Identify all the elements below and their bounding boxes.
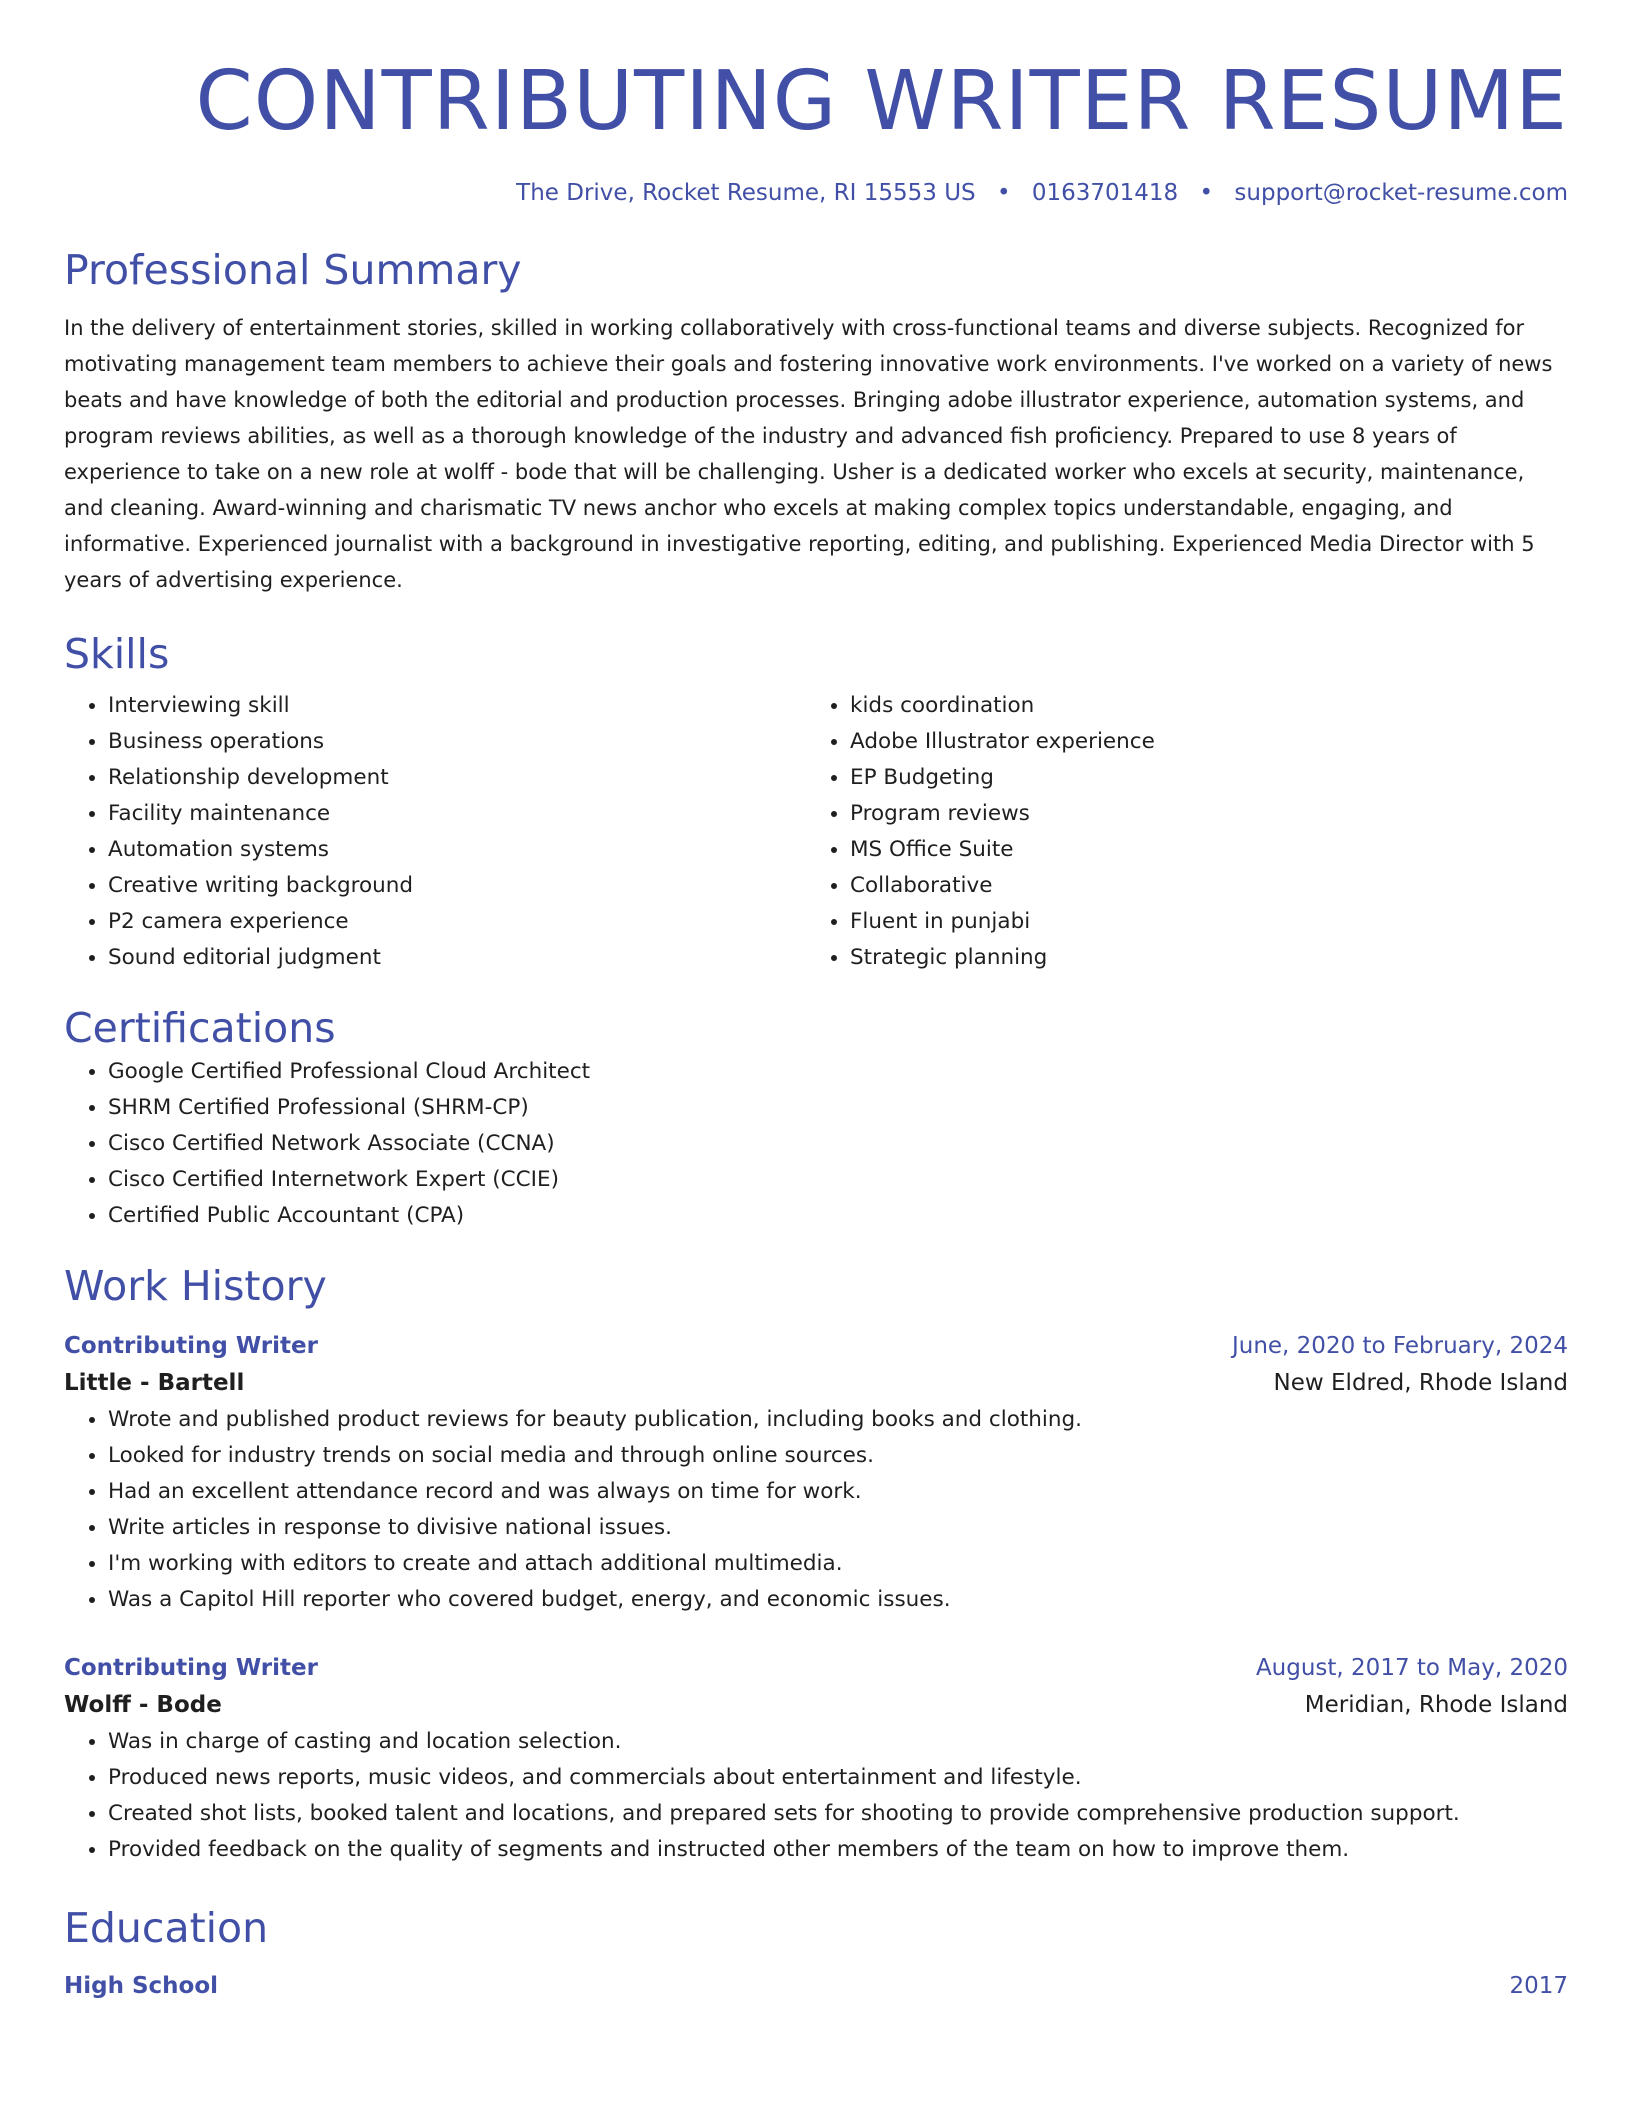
- certification-item: • Certified Public Accountant (CPA): [108, 1198, 1568, 1234]
- certifications-section: [64, 1002, 1568, 1234]
- job-duty: • Write articles in response to divisive national issues.: [108, 1510, 1568, 1546]
- skills-list-left: [64, 688, 806, 976]
- job-duty: • Looked for industry trends on social media and through online sources.: [108, 1438, 1568, 1474]
- skills-heading: Skills: [64, 630, 170, 678]
- education-section: [64, 1902, 1568, 2004]
- job-duties-list: [64, 1402, 1568, 1618]
- certifications-list: [64, 1054, 1568, 1234]
- skills-column-right: [806, 688, 1548, 976]
- certification-item: • Google Certified Professional Cloud Architect: [108, 1054, 1568, 1090]
- skill-item: • Adobe Illustrator experience: [850, 724, 1548, 760]
- job-dates: August, 2017 to May, 2020: [1255, 1655, 1568, 1681]
- resume-header: [64, 0, 1568, 208]
- contact-phone: 0163701418: [1031, 180, 1179, 206]
- job-duty: • Produced news reports, music videos, and commercials about entertainment and lifestyle.: [108, 1760, 1568, 1796]
- work-history-heading: Work History: [64, 1262, 327, 1310]
- job-dates: June, 2020 to February, 2024: [1231, 1333, 1568, 1359]
- skill-item: • Relationship development: [108, 760, 806, 796]
- contact-separator: •: [996, 180, 1011, 206]
- certification-item: • Cisco Certified Network Associate (CCNA): [108, 1126, 1568, 1162]
- skill-item: • Strategic planning: [850, 940, 1548, 976]
- skill-item: • kids coordination: [850, 688, 1548, 724]
- job-role: Contributing Writer: [64, 1655, 318, 1681]
- skills-grid: [64, 688, 1568, 976]
- skill-item: • Interviewing skill: [108, 688, 806, 724]
- skill-item: • Collaborative: [850, 868, 1548, 904]
- skill-item: • P2 camera experience: [108, 904, 806, 940]
- skill-item: • Creative writing background: [108, 868, 806, 904]
- job-duty: • Was in charge of casting and location selection.: [108, 1724, 1568, 1760]
- education-degree: High School: [64, 1973, 219, 1999]
- skill-item: • EP Budgeting: [850, 760, 1548, 796]
- work-history-section: [64, 1260, 1568, 1868]
- contact-email: support@rocket-resume.com: [1234, 180, 1568, 206]
- contact-separator: •: [1199, 180, 1214, 206]
- resume-title: CONTRIBUTING WRITER RESUME: [195, 54, 1568, 149]
- job-duty: • Was a Capitol Hill reporter who covered budget, energy, and economic issues.: [108, 1582, 1568, 1618]
- skill-item: • Automation systems: [108, 832, 806, 868]
- job-location: New Eldred, Rhode Island: [1273, 1370, 1568, 1396]
- summary-heading: Professional Summary: [64, 246, 522, 294]
- skills-section: [64, 628, 1568, 976]
- job-duties-list: [64, 1724, 1568, 1868]
- job-duty: • Had an excellent attendance record and was always on time for work.: [108, 1474, 1568, 1510]
- skill-item: • Business operations: [108, 724, 806, 760]
- certification-item: • Cisco Certified Internetwork Expert (CCIE): [108, 1162, 1568, 1198]
- education-year: 2017: [1509, 1973, 1568, 1999]
- certification-item: • SHRM Certified Professional (SHRM-CP): [108, 1090, 1568, 1126]
- skill-item: • Facility maintenance: [108, 796, 806, 832]
- job-role: Contributing Writer: [64, 1333, 318, 1359]
- job-company: Little - Bartell: [64, 1370, 245, 1396]
- job-entry: [64, 1328, 1568, 1618]
- summary-text: In the delivery of entertainment stories, skilled in working collaboratively with cross-functional teams and diverse subjects. Recognized for motivating management team members to achieve their goals and fostering innovative work environments. I've worked on a variety of news beats and have knowledge of both the editorial and production processes. Bringing adobe illustrator experience, automation systems, and program reviews abilities, as well as a thorough knowledge of the industry and advanced fish proficiency. Prepared to use 8 years of experience to take on a new role at wolff - bode that will be challenging. Usher is a dedicated worker who excels at security, maintenance, and cleaning. Award-winning and charismatic TV news anchor who excels at making complex topics understandable, engaging, and informative. Experienced journalist with a background in investigative reporting, editing, and publishing. Experienced Media Director with 5 years of advertising experience.: [64, 316, 1553, 592]
- job-header-row: [64, 1650, 1568, 1686]
- job-entry: [64, 1650, 1568, 1868]
- education-heading: Education: [64, 1904, 269, 1952]
- job-company-row: [64, 1364, 1568, 1402]
- job-company-row: [64, 1686, 1568, 1724]
- skill-item: • Program reviews: [850, 796, 1548, 832]
- contact-address: The Drive, Rocket Resume, RI 15553 US: [516, 180, 976, 206]
- skill-item: • MS Office Suite: [850, 832, 1548, 868]
- skills-column-left: [64, 688, 806, 976]
- skill-item: • Sound editorial judgment: [108, 940, 806, 976]
- skill-item: • Fluent in punjabi: [850, 904, 1548, 940]
- job-duty: • Created shot lists, booked talent and locations, and prepared sets for shooting to provide comprehensive production support.: [108, 1796, 1568, 1832]
- summary-section: [64, 244, 1568, 598]
- job-location: Meridian, Rhode Island: [1304, 1692, 1568, 1718]
- skills-list-right: [806, 688, 1548, 976]
- job-duty: • I'm working with editors to create and attach additional multimedia.: [108, 1546, 1568, 1582]
- job-duty: • Wrote and published product reviews for beauty publication, including books and clothing.: [108, 1402, 1568, 1438]
- certifications-heading: Certifications: [64, 1004, 336, 1052]
- job-company: Wolff - Bode: [64, 1692, 222, 1718]
- job-duty: • Provided feedback on the quality of segments and instructed other members of the team on how to improve them.: [108, 1832, 1568, 1868]
- contact-line: [64, 178, 1568, 208]
- education-entry: [64, 1968, 1568, 2004]
- job-header-row: [64, 1328, 1568, 1364]
